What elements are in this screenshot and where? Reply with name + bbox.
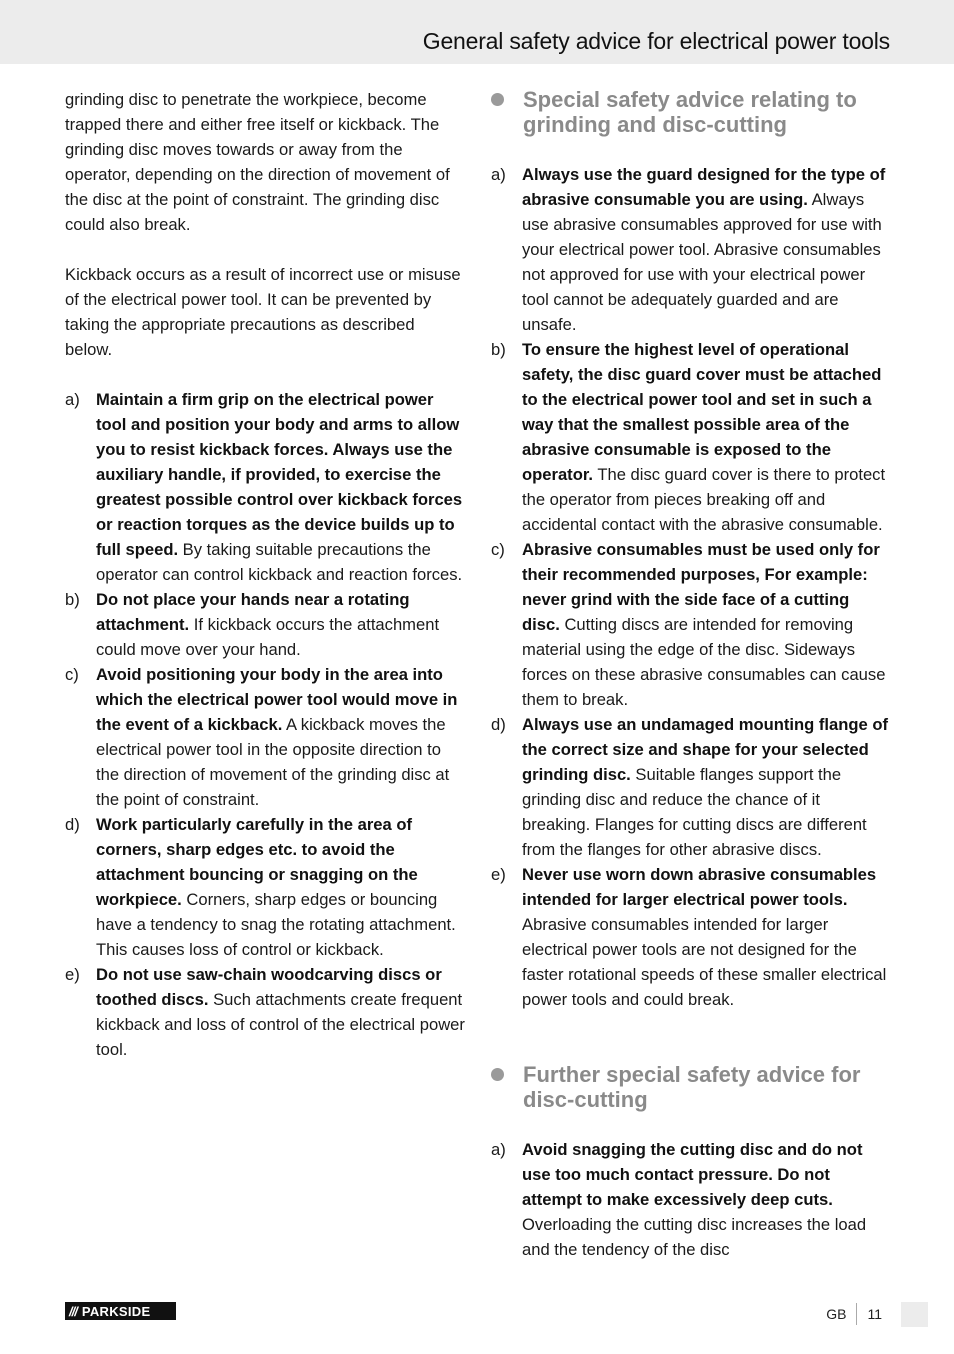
- item-bold: Never use worn down abrasive consumables intended for larger electrical power tools.: [522, 865, 877, 909]
- item-text: Abrasive consumables intended for larger electrical power tools are not designed for the faster rotational speeds of these smaller electrical power tools and could break.: [522, 915, 887, 1009]
- section-heading: [491, 1062, 891, 1112]
- item-body: [522, 712, 891, 862]
- item-label: a): [491, 165, 506, 184]
- item-text: If kickback occurs the attachment could move over your hand.: [96, 615, 440, 659]
- item-bold: Abrasive consumables must be used only for their recommended purposes, For example: never grind with the side face of a cutting disc.: [522, 540, 880, 634]
- item-text: By taking suitable precautions the operator can control kickback and reaction forces.: [96, 540, 463, 584]
- list-item: [65, 587, 465, 662]
- separator: [856, 1303, 857, 1325]
- item-label: b): [491, 340, 506, 359]
- item-bold: Always use an undamaged mounting flange of the correct size and shape for your selected grinding disc.: [522, 715, 889, 784]
- item-body: [96, 587, 465, 662]
- item-body: [522, 337, 891, 537]
- bullet-icon: [491, 93, 504, 106]
- item-text: Such attachments create frequent kickback and loss of control of the electrical power tool.: [96, 990, 465, 1059]
- list-item: [491, 862, 891, 1012]
- item-text: Cutting discs are intended for removing material using the edge of the disc. Sideways forces on these abrasive consumables can cause them to break.: [522, 615, 886, 709]
- list-item: [65, 662, 465, 812]
- item-body: [96, 387, 465, 587]
- list-item: [491, 162, 891, 337]
- item-label: d): [65, 815, 80, 834]
- right-column: [491, 87, 891, 1262]
- parkside-logo: [65, 1302, 176, 1320]
- intro-paragraph-1: grinding disc to penetrate the workpiece, become trapped there and either free itself or kickback. The grinding disc moves towards or away from the operator, depending on the direction of movement of the disc at the point of constraint. The grinding disc could also break.: [65, 90, 450, 234]
- item-bold: Do not use saw-chain woodcarving discs or toothed discs.: [96, 965, 442, 1009]
- item-label: e): [491, 865, 506, 884]
- item-body: [522, 162, 891, 337]
- item-label: c): [65, 665, 79, 684]
- item-label: a): [491, 1140, 506, 1159]
- item-body: [96, 812, 465, 962]
- list-item: [491, 337, 891, 537]
- item-bold: To ensure the highest level of operational safety, the disc guard cover must be attached to the electrical power tool and set in such a way that the smallest possible area of the abrasive consumable is exposed to the operator.: [522, 340, 882, 484]
- page-info: [826, 1303, 882, 1325]
- list-item: [65, 387, 465, 587]
- item-label: c): [491, 540, 505, 559]
- list-item: [491, 1137, 891, 1262]
- list-item: [491, 537, 891, 712]
- item-label: a): [65, 390, 80, 409]
- item-text: Corners, sharp edges or bouncing have a tendency to snag the rotating attachment. This causes loss of control or kickback.: [96, 890, 456, 959]
- list-item: [65, 812, 465, 962]
- item-text: Suitable flanges support the grinding disc and reduce the chance of it breaking. Flanges for cutting discs are different from the flanges for other abrasive discs.: [522, 765, 867, 859]
- item-bold: Always use the guard designed for the type of abrasive consumable you are using.: [522, 165, 886, 209]
- page-tab-marker: [901, 1302, 928, 1327]
- page-title: General safety advice for electrical power tools: [422, 28, 890, 54]
- item-body: [522, 862, 891, 1012]
- left-column: [65, 87, 465, 1062]
- item-bold: Maintain a firm grip on the electrical power tool and position your body and arms to allow you to resist kickback forces. Always use the auxiliary handle, if provided, to exercise the greatest possible control over kickback forces or reaction torques as the device builds up to full speed.: [96, 390, 463, 559]
- item-bold: Avoid snagging the cutting disc and do not use too much contact pressure. Do not attempt to make excessively deep cuts.: [522, 1140, 863, 1209]
- item-text: Overloading the cutting disc increases the load and the tendency of the disc: [522, 1215, 867, 1259]
- item-bold: Do not place your hands near a rotating attachment.: [96, 590, 410, 634]
- item-label: e): [65, 965, 80, 984]
- bullet-icon: [491, 1068, 504, 1081]
- item-text: A kickback moves the electrical power tool in the opposite direction to the direction of movement of the grinding disc at the point of constraint.: [96, 715, 450, 809]
- header-bar: [0, 0, 954, 64]
- item-bold: Avoid positioning your body in the area into which the electrical power tool would move in the event of a kickback.: [96, 665, 458, 734]
- section-title: Further special safety advice for disc-cutting: [523, 1062, 861, 1112]
- item-body: [96, 662, 465, 812]
- language-code: GB: [826, 1306, 847, 1322]
- item-label: d): [491, 715, 506, 734]
- list-item: [65, 962, 465, 1062]
- item-body: [522, 537, 891, 712]
- list-item: [491, 712, 891, 862]
- item-text: Always use abrasive consumables approved for use with your electrical power tool. Abrasive consumables not approved for use with your electrical power tool cannot be adequately guarded and are unsafe.: [522, 190, 882, 334]
- intro-paragraph-2: Kickback occurs as a result of incorrect use or misuse of the electrical power tool. It can be prevented by taking the appropriate precautions as described below.: [65, 265, 461, 359]
- section-title: Special safety advice relating to grinding and disc-cutting: [523, 87, 857, 137]
- item-text: The disc guard cover is there to protect the operator from pieces breaking off and accidental contact with the abrasive consumable.: [522, 465, 886, 534]
- logo-slashes: ///: [69, 1303, 77, 1319]
- item-bold: Work particularly carefully in the area of corners, sharp edges etc. to avoid the attachment bouncing or snagging on the workpiece.: [96, 815, 418, 909]
- section-heading: [491, 87, 891, 137]
- logo-brand: PARKSIDE: [81, 1303, 151, 1319]
- item-body: [522, 1137, 891, 1262]
- item-body: [96, 962, 465, 1062]
- item-label: b): [65, 590, 80, 609]
- page-number: 11: [867, 1306, 882, 1322]
